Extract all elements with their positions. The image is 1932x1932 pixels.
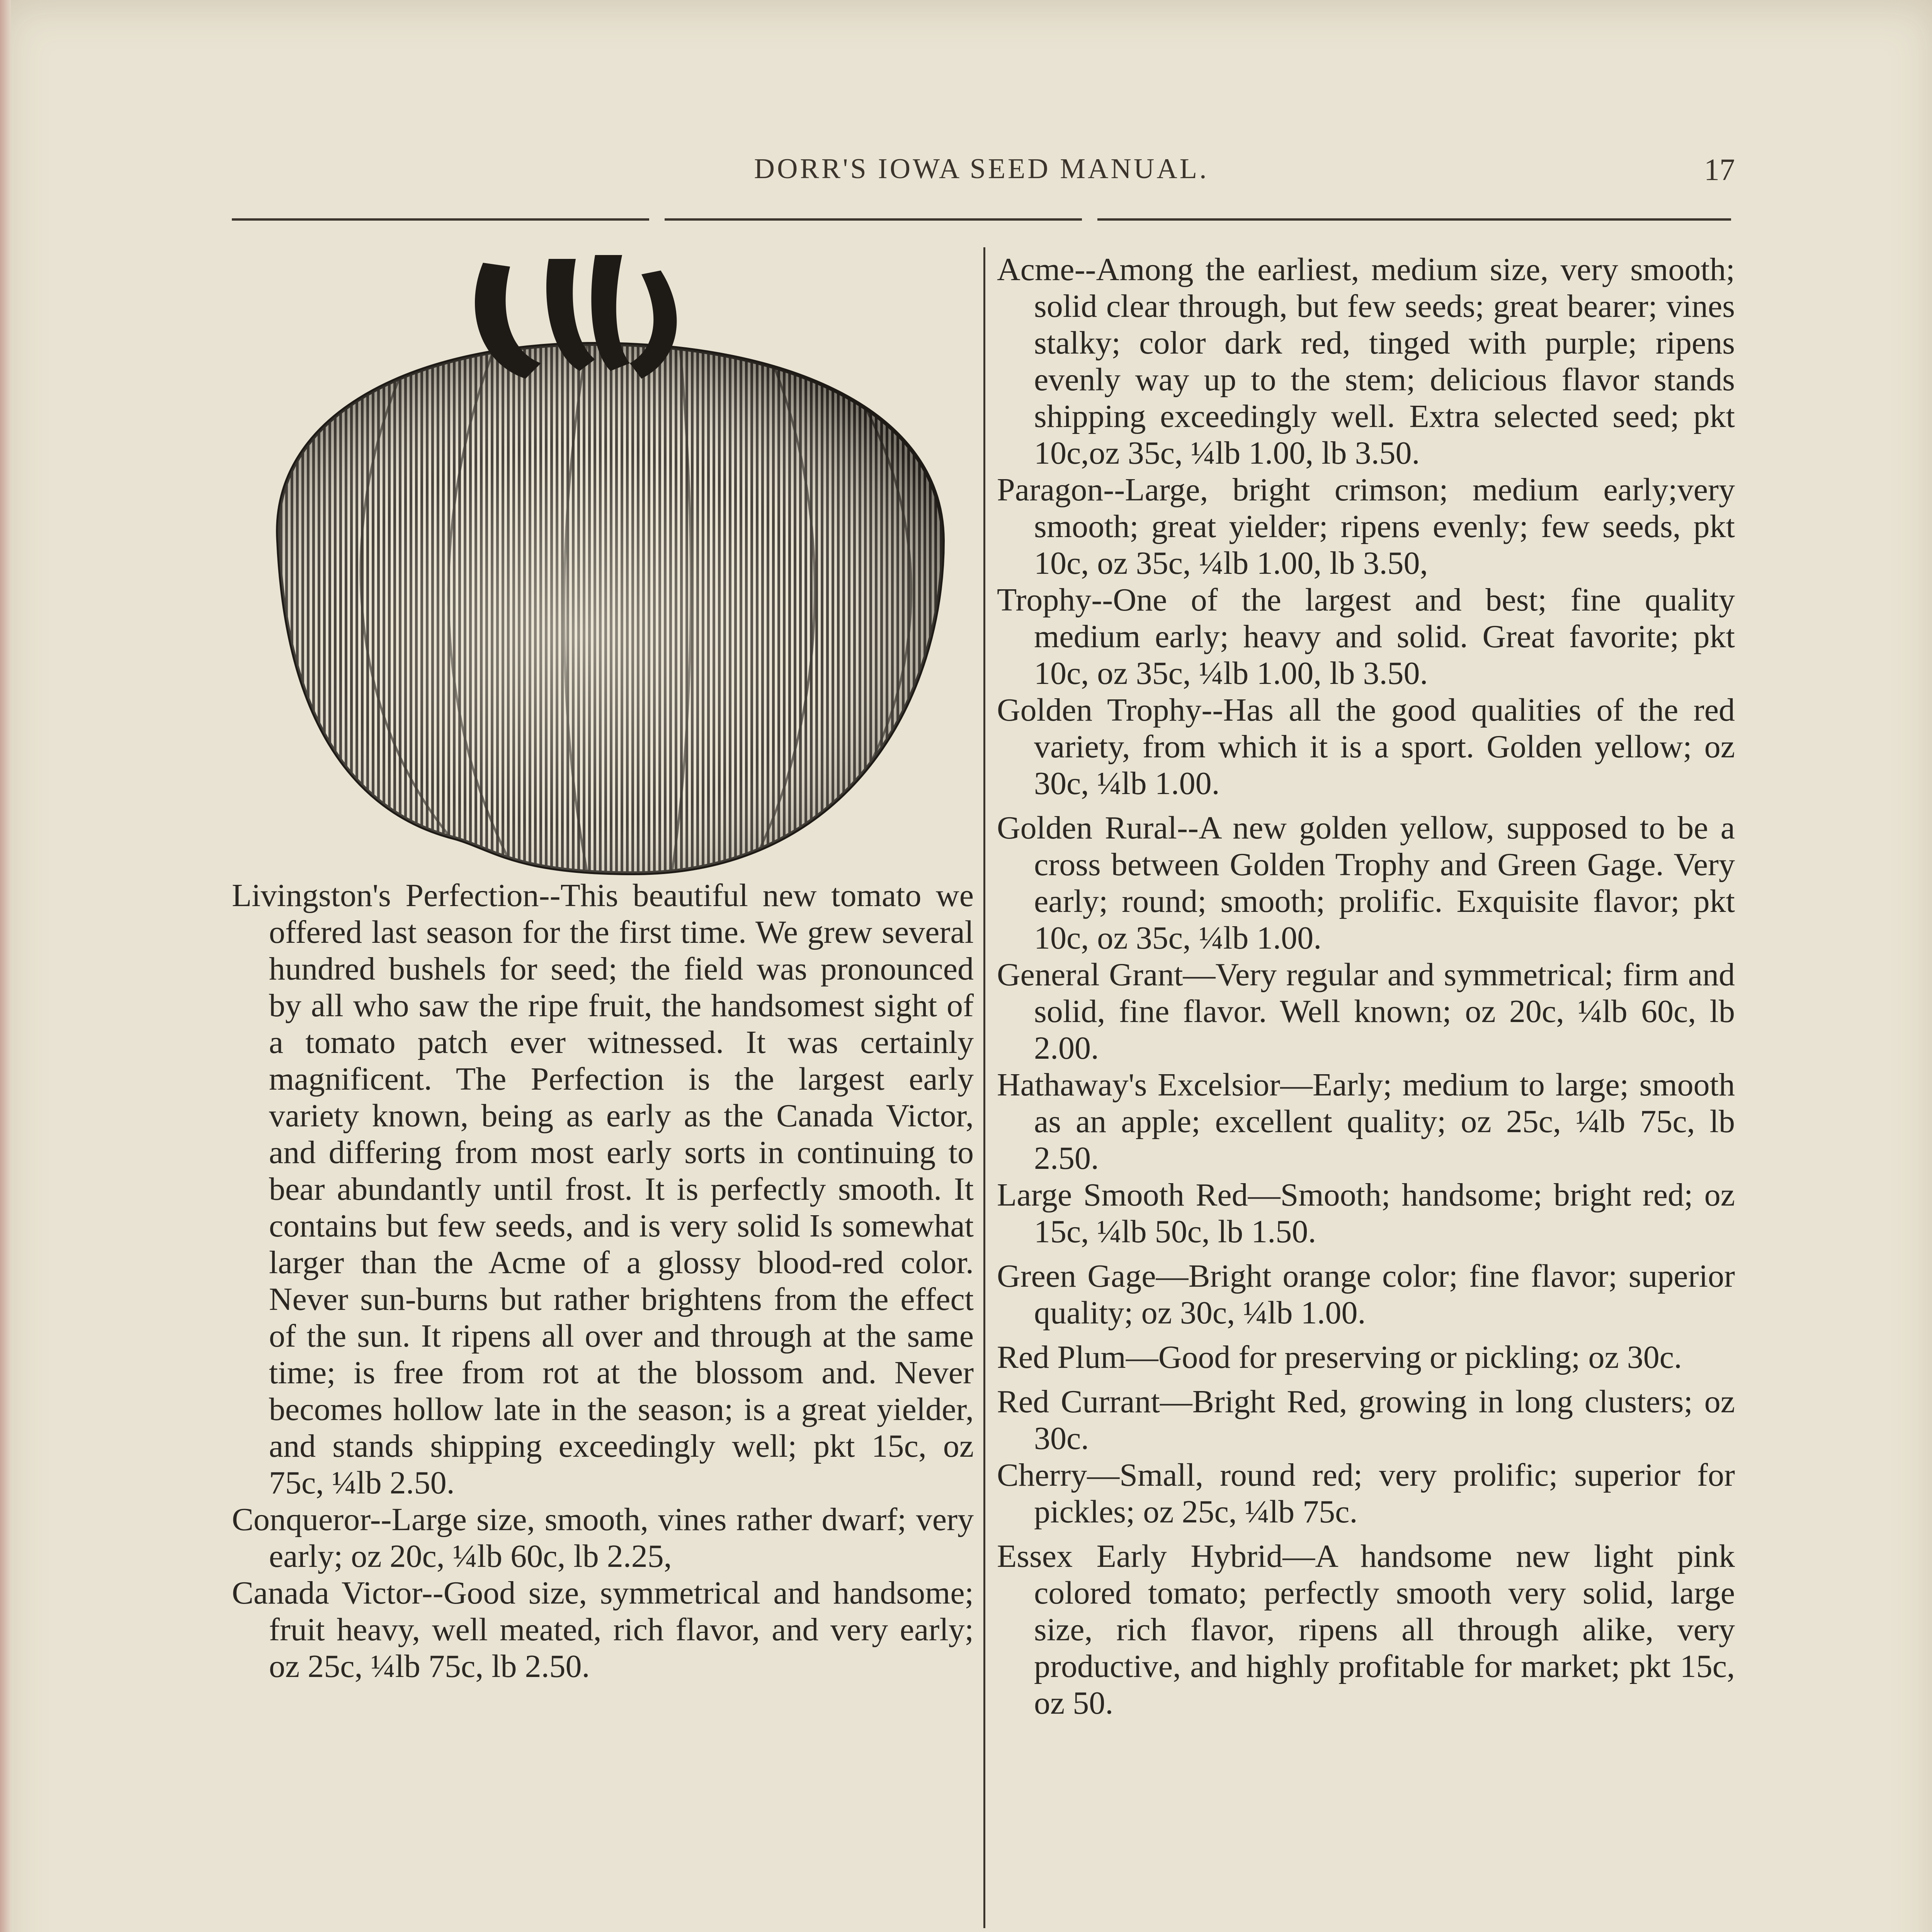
variety-entry: Red Plum—Good for preserving or pickling; oz 30c. [997,1339,1682,1375]
variety-entry: Golden Trophy--Has all the good qualities of the red variety, from which it is a sport. Golden yellow; oz 30c, ¼lb 1.00. [997,692,1735,801]
header-rule [232,218,649,221]
page-number: 17 [1704,153,1735,187]
variety-entry: Conqueror--Large size, smooth, vines rather dwarf; very early; oz 20c, ¼lb 60c, lb 2.25, [232,1502,974,1574]
left-column [232,877,974,1685]
header-rule [665,218,1082,221]
tomato-engraving-icon [247,247,966,881]
column-divider [983,247,985,1928]
variety-entry: Golden Rural--A new golden yellow, supposed to be a cross between Golden Trophy and Green Gage. Very early; round; smooth; prolific. Exquisite flavor; pkt 10c, oz 35c, ¼lb 1.00. [997,810,1735,956]
variety-entry: Essex Early Hybrid—A handsome new light pink colored tomato; perfectly smooth very solid, large size, rich flavor, ripens all through alike, very productive, and highly profitable for market; pkt 15c, oz 50. [997,1538,1735,1721]
variety-entry: Acme--Among the earliest, medium size, very smooth; solid clear through, but few seeds; great bearer; vines stalky; color dark red, tinged with purple; ripens evenly way up to the stem; delicious flavor stands shipping exceedingly well. Extra selected seed; pkt 10c,oz 35c, ¼lb 1.00, lb 3.50. [997,252,1735,471]
variety-entry: Green Gage—Bright orange color; fine flavor; superior quality; oz 30c, ¼lb 1.00. [997,1258,1735,1331]
running-head [232,153,1735,195]
variety-entry: Hathaway's Excelsior—Early; medium to large; smooth as an apple; excellent quality; oz 25c, ¼lb 75c, lb 2.50. [997,1067,1735,1176]
header-rule [1097,218,1731,221]
variety-entry: Paragon--Large, bright crimson; medium early;very smooth; great yielder; ripens evenly; few seeds, pkt 10c, oz 35c, ¼lb 1.00, lb 3.50, [997,472,1735,581]
right-column [997,251,1735,1721]
variety-entry: Canada Victor--Good size, symmetrical and handsome; fruit heavy, well meated, rich flavor, and very early; oz 25c, ¼lb 75c, lb 2.50. [232,1575,974,1684]
running-title: DORR'S IOWA SEED MANUAL. [754,153,1209,185]
variety-entry: Red Currant—Bright Red, growing in long clusters; oz 30c. [997,1384,1735,1456]
variety-entry: Livingston's Perfection--This beautiful new tomato we offered last season for the first time. We grew several hundred bushels for seed; the field was pronounced by all who saw the ripe fruit, the handsomest sight of a tomato patch ever witnessed. It was certainly magnificent. The Perfection is the largest early variety known, being as early as the Canada Victor, and differing from most early sorts in continuing to bear abundantly until frost. It is perfectly smooth. It contains but few seeds, and is very solid Is somewhat larger than the Acme of a glossy blood-red color. Never sun-burns but rather brightens from the effect of the sun. It ripens all over and through at the same time; is free from rot at the blossom and. Never becomes hollow late in the season; is a great yielder, and stands shipping exceedingly well; pkt 15c, oz 75c, ¼lb 2.50. [232,878,974,1501]
variety-entry: Trophy--One of the largest and best; fine quality medium early; heavy and solid. Great favorite; pkt 10c, oz 35c, ¼lb 1.00, lb 3.50. [997,582,1735,691]
page-edge-stain [0,0,11,1932]
variety-entry: General Grant—Very regular and symmetrical; firm and solid, fine flavor. Well known; oz 20c, ¼lb 60c, lb 2.00. [997,957,1735,1066]
variety-entry: Large Smooth Red—Smooth; handsome; bright red; oz 15c, ¼lb 50c, lb 1.50. [997,1177,1735,1250]
variety-entry: Cherry—Small, round red; very prolific; superior for pickles; oz 25c, ¼lb 75c. [997,1457,1735,1530]
